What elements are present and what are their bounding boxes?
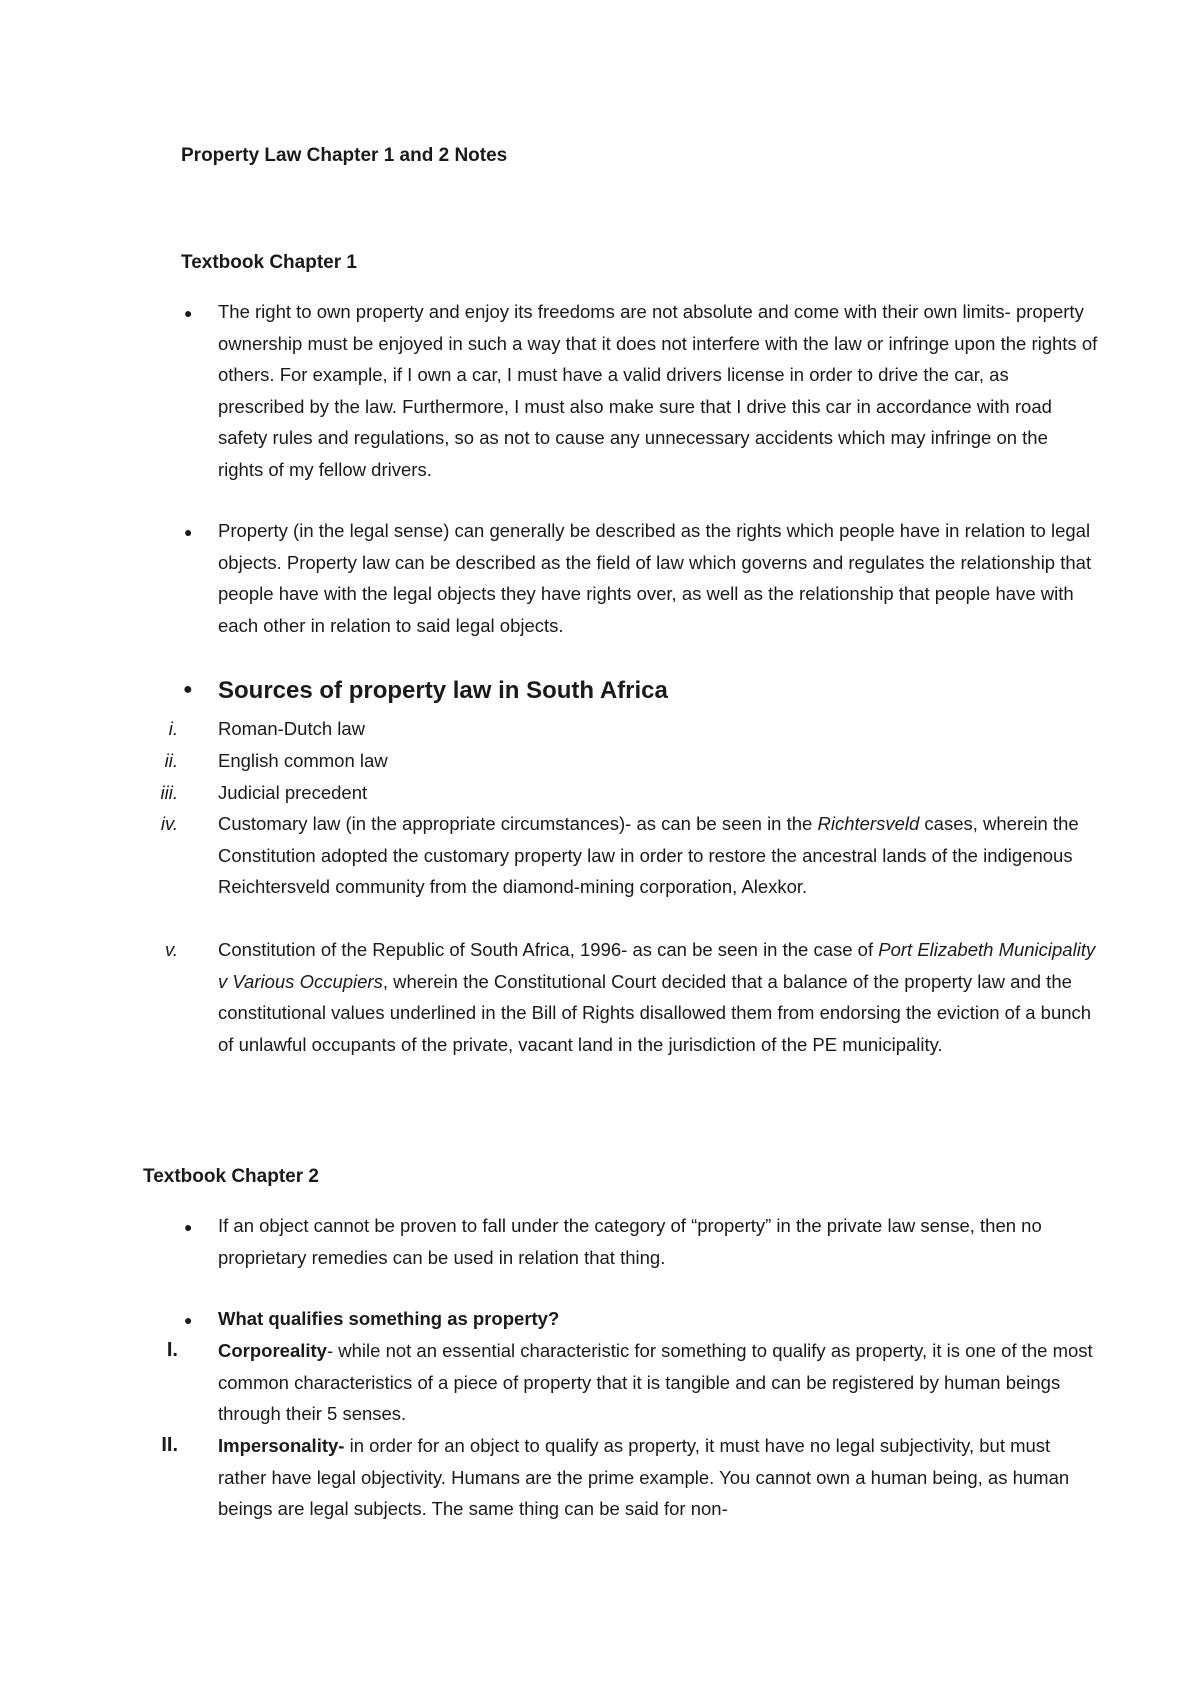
case-name: Richtersveld	[817, 813, 920, 834]
list-label: I.	[166, 1339, 178, 1361]
list-label: i.	[168, 718, 178, 739]
chapter-1-heading: Textbook Chapter 1	[181, 252, 357, 273]
sources-heading: Sources of property law in South Africa	[218, 677, 668, 704]
property-question: What qualifies something as property?	[218, 1308, 560, 1329]
list-label: II.	[161, 1434, 178, 1456]
list-label: iii.	[160, 782, 178, 803]
source-item-customary-law: Customary law (in the appropriate circumstances)- as can be seen in the Richtersveld cases, wherein the Constitution adopted the customary property law in order to restore the ancestral lands of the indigenous Reichtersveld community from the diamond-mining corporation, Alexkor.	[218, 813, 1079, 897]
bullet-dot: ●	[184, 524, 193, 540]
chapter-2-heading: Textbook Chapter 2	[143, 1166, 319, 1187]
source-item: English common law	[218, 750, 388, 771]
source-item: Judicial precedent	[218, 782, 368, 803]
list-label: iv.	[160, 813, 178, 834]
term: Corporeality	[218, 1340, 327, 1361]
term: Impersonality-	[218, 1435, 345, 1456]
source-item-constitution: Constitution of the Republic of South Africa, 1996- as can be seen in the case of Port Elizabeth Municipality v Various Occupiers, wherein the Constitutional Court decided that a balance of the property law and the constitutional values underlined in the Bill of Rights disallowed them from endorsing the eviction of a bunch of unlawful occupants of the private, vacant land in the jurisdiction of the PE municipality.	[218, 939, 1096, 1055]
bullet-dot: ●	[184, 305, 193, 321]
corporeality-item: Corporeality- while not an essential characteristic for something to qualify as property, it is one of the most common characteristics of a piece of property that it is tangible and can be registered by human beings through their 5 senses.	[218, 1340, 1093, 1424]
bullet-dot: ●	[183, 681, 193, 698]
bullet-dot: ●	[184, 1219, 193, 1235]
bullet-dot: ●	[184, 1312, 193, 1328]
ch2-bullet-1: If an object cannot be proven to fall under the category of “property” in the private law sense, then no proprietary remedies can be used in relation that thing.	[218, 1215, 1042, 1268]
page-title: Property Law Chapter 1 and 2 Notes	[181, 145, 508, 166]
ch1-bullet-1: The right to own property and enjoy its freedoms are not absolute and come with their own limits- property ownership must be enjoyed in such a way that it does not interfere with the law or infringe upon the rights of others. For example, if I own a car, I must have a valid drivers license in order to drive the car, as prescribed by the law. Furthermore, I must also make sure that I drive this car in accordance with road safety rules and regulations, so as not to cause any unnecessary accidents which may infringe on the rights of my fellow drivers.	[218, 301, 1098, 480]
list-label: ii.	[164, 750, 178, 771]
impersonality-item: Impersonality- in order for an object to qualify as property, it must have no legal subjectivity, but must rather have legal objectivity. Humans are the prime example. You cannot own a human being, as human beings are legal subjects. The same thing can be said for non-	[218, 1435, 1070, 1519]
case-name: Port Elizabeth Municipality v Various Occupiers	[218, 939, 1096, 992]
ch1-bullet-2: Property (in the legal sense) can generally be described as the rights which people have in relation to legal objects. Property law can be described as the field of law which governs and regulates the relationship that people have with the legal objects they have rights over, as well as the relationship that people have with each other in relation to said legal objects.	[218, 520, 1092, 636]
source-item: Roman-Dutch law	[218, 718, 366, 739]
list-label: v.	[164, 939, 178, 960]
